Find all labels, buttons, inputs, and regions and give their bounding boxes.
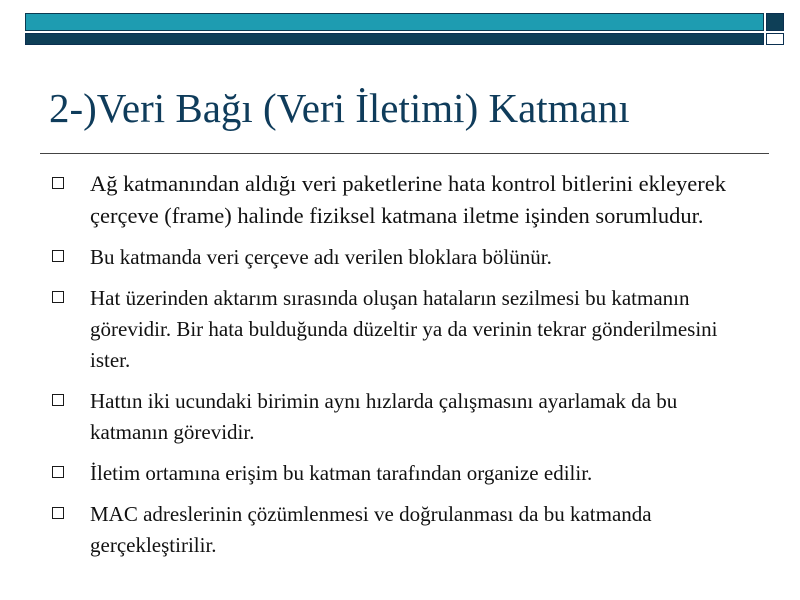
bullet-item [48,283,760,376]
bullet-text: İletim ortamına erişim bu katman tarafından organize edilir. [90,461,593,485]
header-bar-teal [25,13,764,31]
bullet-item [48,242,760,273]
bullet-text: Hat üzerinden aktarım sırasında oluşan hataların sezilmesi bu katmanın görevidir. Bir hata bulduğunda düzeltir ya da verinin tekrar gönderilmesini ister. [90,286,718,372]
bullet-item [48,499,760,561]
header-square-navy [766,13,784,31]
bullet-text: MAC adreslerinin çözümlenmesi ve doğrulanması da bu katmanda gerçekleştirilir. [90,502,652,557]
header-bar-navy [25,33,764,45]
bullet-list [48,168,760,571]
slide-title: 2-)Veri Bağı (Veri İletimi) Katmanı [49,85,630,131]
square-bullet-icon [52,394,64,406]
bullet-item [48,386,760,448]
bullet-text: Bu katmanda veri çerçeve adı verilen bloklara bölünür. [90,245,552,269]
bullet-item [48,458,760,489]
bullet-text: Hattın iki ucundaki birimin aynı hızlarda çalışmasını ayarlamak da bu katmanın görevidir. [90,389,678,444]
square-bullet-icon [52,466,64,478]
bullet-text: Ağ katmanından aldığı veri paketlerine hata kontrol bitlerini ekleyerek çerçeve (frame) halinde fiziksel katmana iletme işinden sorumludur. [90,171,727,228]
square-bullet-icon [52,507,64,519]
square-bullet-icon [52,250,64,262]
title-divider [40,153,769,154]
square-bullet-icon [52,177,64,189]
header-square-white [766,33,784,45]
bullet-item [48,168,760,232]
square-bullet-icon [52,291,64,303]
